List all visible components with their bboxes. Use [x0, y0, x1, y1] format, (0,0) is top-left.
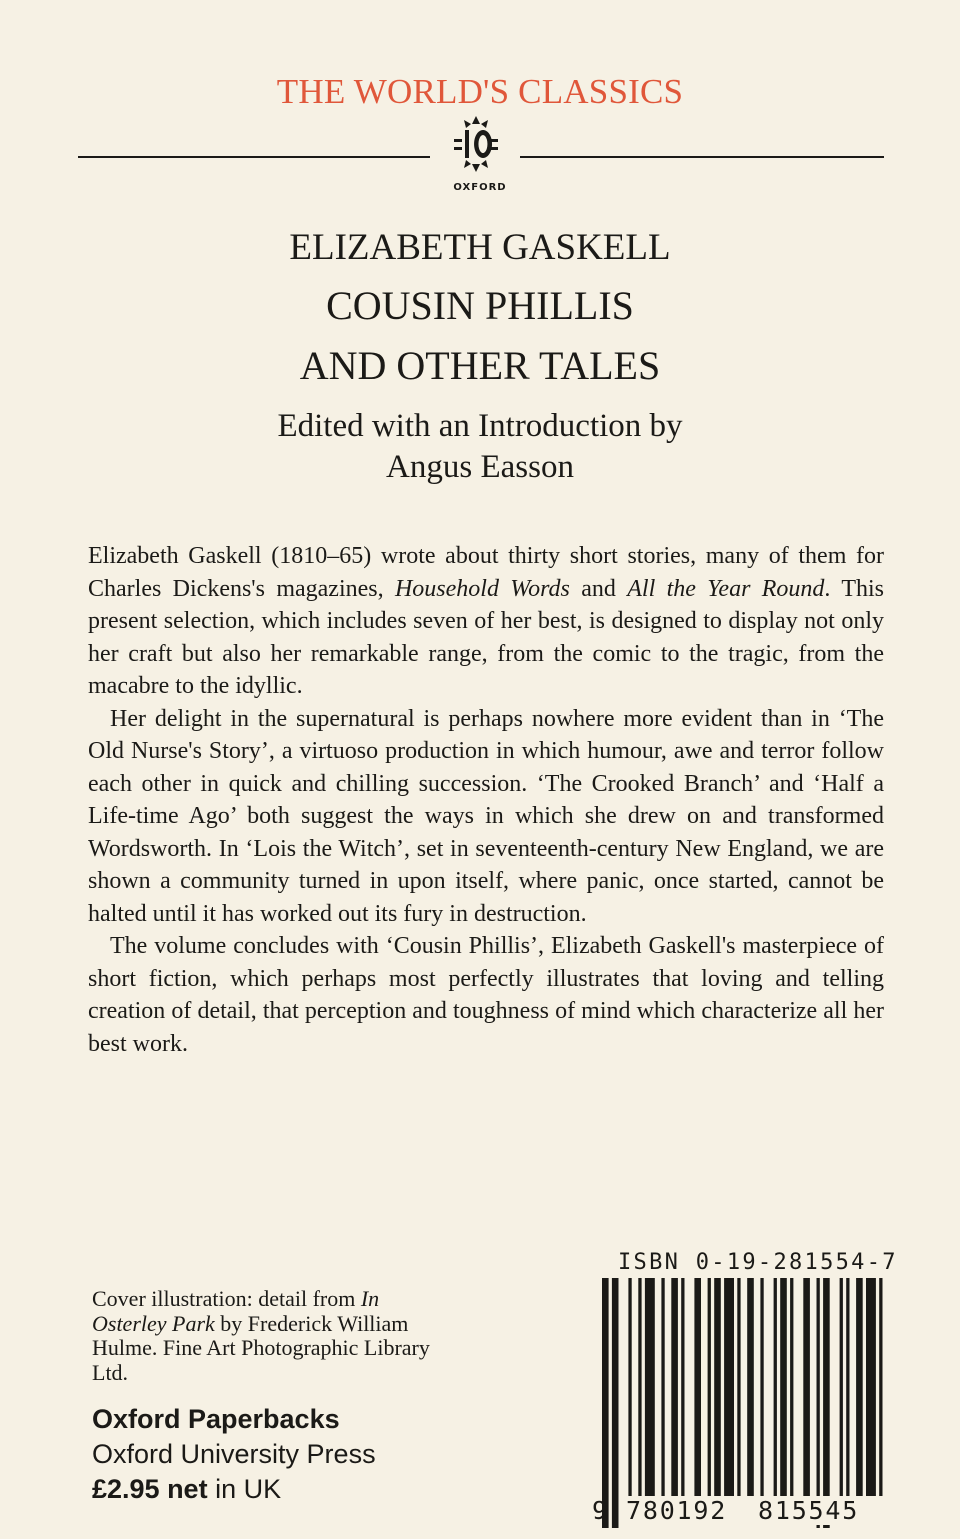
- barcode-bar: [790, 1278, 793, 1496]
- barcode-bar: [602, 1278, 609, 1528]
- blurb: [88, 540, 884, 1060]
- credit-italic-title: In Osterley Park: [92, 1286, 380, 1336]
- price: £2.95 net: [92, 1474, 208, 1504]
- barcode-bar: [737, 1278, 740, 1496]
- barcode-bar: [671, 1278, 678, 1496]
- blurb-italic-title: All the Year Round: [627, 575, 825, 602]
- editor-line2: Angus Easson: [386, 449, 574, 485]
- barcode-bar: [724, 1278, 734, 1496]
- imprint-publisher: Oxford University Press: [92, 1439, 376, 1469]
- cover-credit: [92, 1287, 452, 1385]
- barcode-digit-first: 9: [592, 1496, 609, 1525]
- blurb-italic-title: Household Words: [394, 575, 570, 602]
- rule-left: [78, 156, 430, 158]
- imprint-series: Oxford Paperbacks: [92, 1404, 340, 1434]
- series-title: THE WORLD'S CLASSICS: [276, 72, 684, 111]
- barcode-bar: [628, 1278, 631, 1496]
- blurb-paragraph-3: The volume concludes with ‘Cousin Phillis’, Elizabeth Gaskell's masterpiece of short fiction, which perhaps most perfectly illustrates that loving and telling creation of detail, that perception and toughness of mind which characterize all her best work.: [88, 933, 884, 1057]
- credit-text: by Frederick William Hulme. Fine Art Photographic Library Ltd.: [92, 1310, 430, 1385]
- barcode-bar: [866, 1278, 876, 1496]
- price-region: in UK: [207, 1474, 282, 1504]
- barcode-bar: [803, 1278, 810, 1496]
- barcode-bar: [780, 1278, 787, 1496]
- barcode-bar: [879, 1278, 882, 1496]
- barcode-digits-group1: 780192: [626, 1496, 728, 1525]
- credit-text: Cover illustration: detail from: [92, 1286, 361, 1311]
- barcode-bar: [856, 1278, 863, 1496]
- imprint-price-line: [92, 1472, 376, 1507]
- barcode-bar: [645, 1278, 655, 1496]
- blurb-paragraph-2: Her delight in the supernatural is perhaps nowhere more evident than in ‘The Old Nurse's Story’, a virtuoso production in which humour, awe and terror follow each other in quick and chilling succession. ‘The Crooked Branch’ and ‘Half a Life-time Ago’ both suggest the ways in which she drew on and transformed Wordsworth. In ‘Lois the Witch’, set in seventeenth-century New England, we are shown a community turned in upon itself, where panic, once started, cannot be halted until it has worked out its fury in destruction.: [88, 705, 884, 927]
- barcode-digits-group2: 815545: [758, 1496, 860, 1525]
- barcode-bar: [760, 1278, 763, 1496]
- barcode-bar: [840, 1278, 843, 1496]
- barcode-bar: [747, 1278, 754, 1496]
- imprint: [92, 1402, 376, 1507]
- book-title-line1: COUSIN PHILLIS: [326, 283, 634, 328]
- barcode-bar: [681, 1278, 684, 1496]
- blurb-text: . This present selection, which includes seven of her best, is designed to display not only her craft but also her remarkable range, from the comic to the tragic, from the macabre to the idyllic.: [88, 575, 885, 699]
- oxford-wordmark: OXFORD: [453, 182, 507, 193]
- oxford-logo-icon: [436, 114, 516, 174]
- blurb-text: and: [569, 575, 628, 602]
- barcode-bar: [612, 1278, 619, 1528]
- author-name: ELIZABETH GASKELL: [289, 227, 671, 268]
- barcode-bar: [846, 1278, 849, 1496]
- barcode-bar: [823, 1278, 830, 1528]
- blurb-paragraph-1: [88, 540, 884, 703]
- barcode-bar: [694, 1278, 701, 1496]
- barcode-bar: [708, 1278, 711, 1496]
- editor-line1: Edited with an Introduction by: [277, 408, 683, 444]
- barcode-bar: [774, 1278, 777, 1496]
- rule-right: [520, 156, 884, 158]
- book-title-line2: AND OTHER TALES: [299, 343, 661, 388]
- barcode-bar: [661, 1278, 664, 1496]
- barcode-bar: [817, 1278, 820, 1528]
- barcode-bar: [714, 1278, 721, 1496]
- isbn: ISBN 0-19-281554-7: [618, 1250, 898, 1275]
- blurb-text: Elizabeth Gaskell (1810–65) wrote about thirty short stories, many of them for Charles Dickens's magazines,: [88, 543, 884, 602]
- barcode-bar: [638, 1278, 641, 1496]
